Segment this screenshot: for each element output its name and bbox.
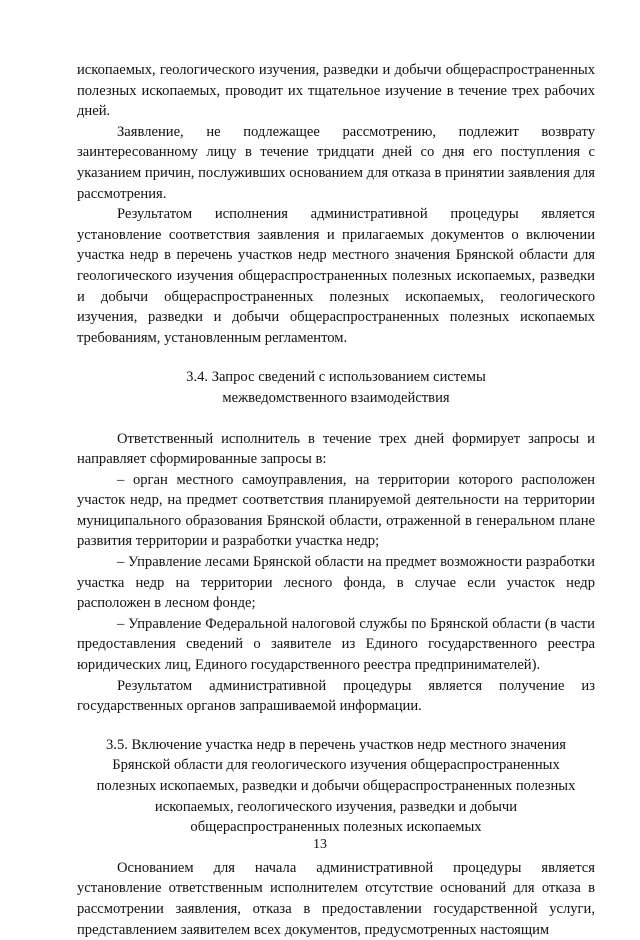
document-page — [77, 60, 595, 940]
section-heading-line: 3.5. Включение участка недр в перечень участков недр местного значения — [106, 736, 566, 753]
section-3-4-heading — [77, 367, 595, 408]
paragraph-continuation: ископаемых, геологического изучения, разведки и добычи общераспространенных полезных ископаемых, проводит их тщательное изучение в течение трех рабочих дней. — [77, 62, 595, 120]
list-item: – Управление лесами Брянской области на предмет возможности разработки участка недр на территории лесного фонда, в случае если участок недр расположен в лесном фонде; — [77, 554, 595, 612]
section-heading-line: 3.4. Запрос сведений с использованием системы — [186, 369, 486, 386]
section-heading-line: общераспространенных полезных ископаемых — [190, 819, 482, 836]
section-heading-line: Брянской области для геологического изучения общераспространенных — [112, 757, 560, 774]
paragraph-procedure-result: Результатом исполнения административной процедуры является установление соответствия заявления и прилагаемых документов о включении участка недр в перечень участков недр местного значения Брянской области для геологического изучения общераспространенных полезных ископаемых, разведки и добычи общераспространенных полезных ископаемых, геологического изучения, разведки и добычи общераспространенных полезных ископаемых требованиям, установленным регламентом. — [77, 206, 595, 346]
paragraph-basis: Основанием для начала административной процедуры является установление ответственным исполнителем отсутствие оснований для отказа в рассмотрении заявления, отказа в предоставлении государственной услуги, представлением заявителем всех документов, предусмотренных настоящим — [77, 859, 595, 938]
section-heading-line: межведомственного взаимодействия — [222, 389, 450, 406]
page-number: 13 — [313, 837, 327, 852]
paragraph-result: Результатом административной процедуры является получение из государственных органов запрашиваемой информации. — [77, 677, 595, 715]
list-item: – Управление Федеральной налоговой службы по Брянской области (в части предоставления сведений о заявителе из Единого государственного реестра юридических лиц, Единого государственного реестра предпринимателей). — [77, 615, 595, 674]
paragraph-requests: Ответственный исполнитель в течение трех дней формирует запросы и направляет сформированные запросы в: — [77, 430, 595, 468]
section-3-5-heading — [77, 735, 595, 838]
section-heading-line: полезных ископаемых, разведки и добычи общераспространенных полезных — [96, 778, 576, 794]
list-item: – орган местного самоуправления, на территории которого расположен участок недр, на предмет соответствия планируемой деятельности на территории муниципального образования Брянской области, отраженной в генеральном плане развития территории и разработки участка недр; — [77, 471, 595, 550]
paragraph-return-notice: Заявление, не подлежащее рассмотрению, подлежит возврату заинтересованному лицу в течение тридцати дней со дня его поступления с указанием причин, послуживших основанием для отказа в принятии заявления для рассмотрения. — [77, 123, 595, 202]
section-heading-line: ископаемых, геологического изучения, разведки и добычи — [154, 798, 518, 815]
